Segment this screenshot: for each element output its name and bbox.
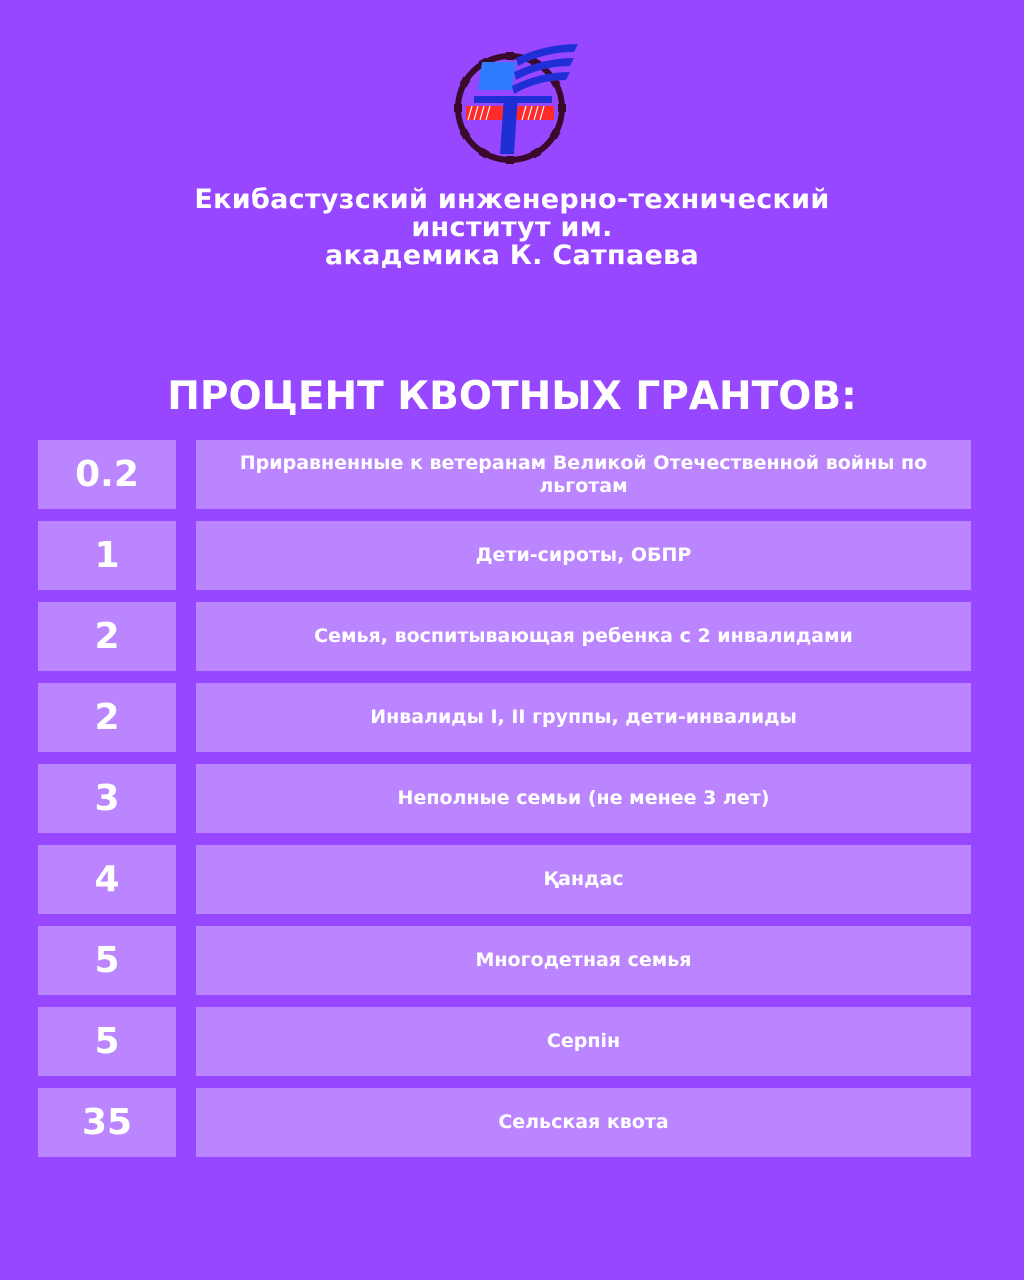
- table-row: [38, 1088, 971, 1157]
- category-cell: Неполные семьи (не менее 3 лет): [196, 764, 971, 833]
- percent-cell: 2: [38, 602, 176, 671]
- table-row: [38, 683, 971, 752]
- category-cell: Серпін: [196, 1007, 971, 1076]
- percent-cell: 3: [38, 764, 176, 833]
- table-row: [38, 764, 971, 833]
- category-cell: Қандас: [196, 845, 971, 914]
- percent-cell: 1: [38, 521, 176, 590]
- percent-cell: 2: [38, 683, 176, 752]
- category-cell: Инвалиды I, II группы, дети-инвалиды: [196, 683, 971, 752]
- percent-cell: 5: [38, 1007, 176, 1076]
- category-cell: Сельская квота: [196, 1088, 971, 1157]
- category-cell: Приравненные к ветеранам Великой Отечественной войны по льготам: [196, 440, 971, 509]
- table-row: [38, 845, 971, 914]
- institute-name-line-3: академика К. Сатпаева: [324, 240, 700, 271]
- percent-cell: 5: [38, 926, 176, 995]
- percent-cell: 35: [38, 1088, 176, 1157]
- category-cell: Семья, воспитывающая ребенка с 2 инвалидами: [196, 602, 971, 671]
- institute-emblem-icon: [446, 38, 582, 170]
- category-cell: Многодетная семья: [196, 926, 971, 995]
- table-row: [38, 440, 971, 509]
- category-cell: Дети-сироты, ОБПР: [196, 521, 971, 590]
- percent-cell: 4: [38, 845, 176, 914]
- table-row: [38, 602, 971, 671]
- percent-cell: 0.2: [38, 440, 176, 509]
- table-row: [38, 1007, 971, 1076]
- table-row: [38, 926, 971, 995]
- institute-name-line-2: институт им.: [411, 212, 613, 243]
- institute-name: [112, 186, 912, 270]
- institute-name-line-1: Екибастузский инженерно-технический: [194, 184, 830, 215]
- page-title: ПРОЦЕНТ КВОТНЫХ ГРАНТОВ:: [167, 374, 857, 419]
- table-row: [38, 521, 971, 590]
